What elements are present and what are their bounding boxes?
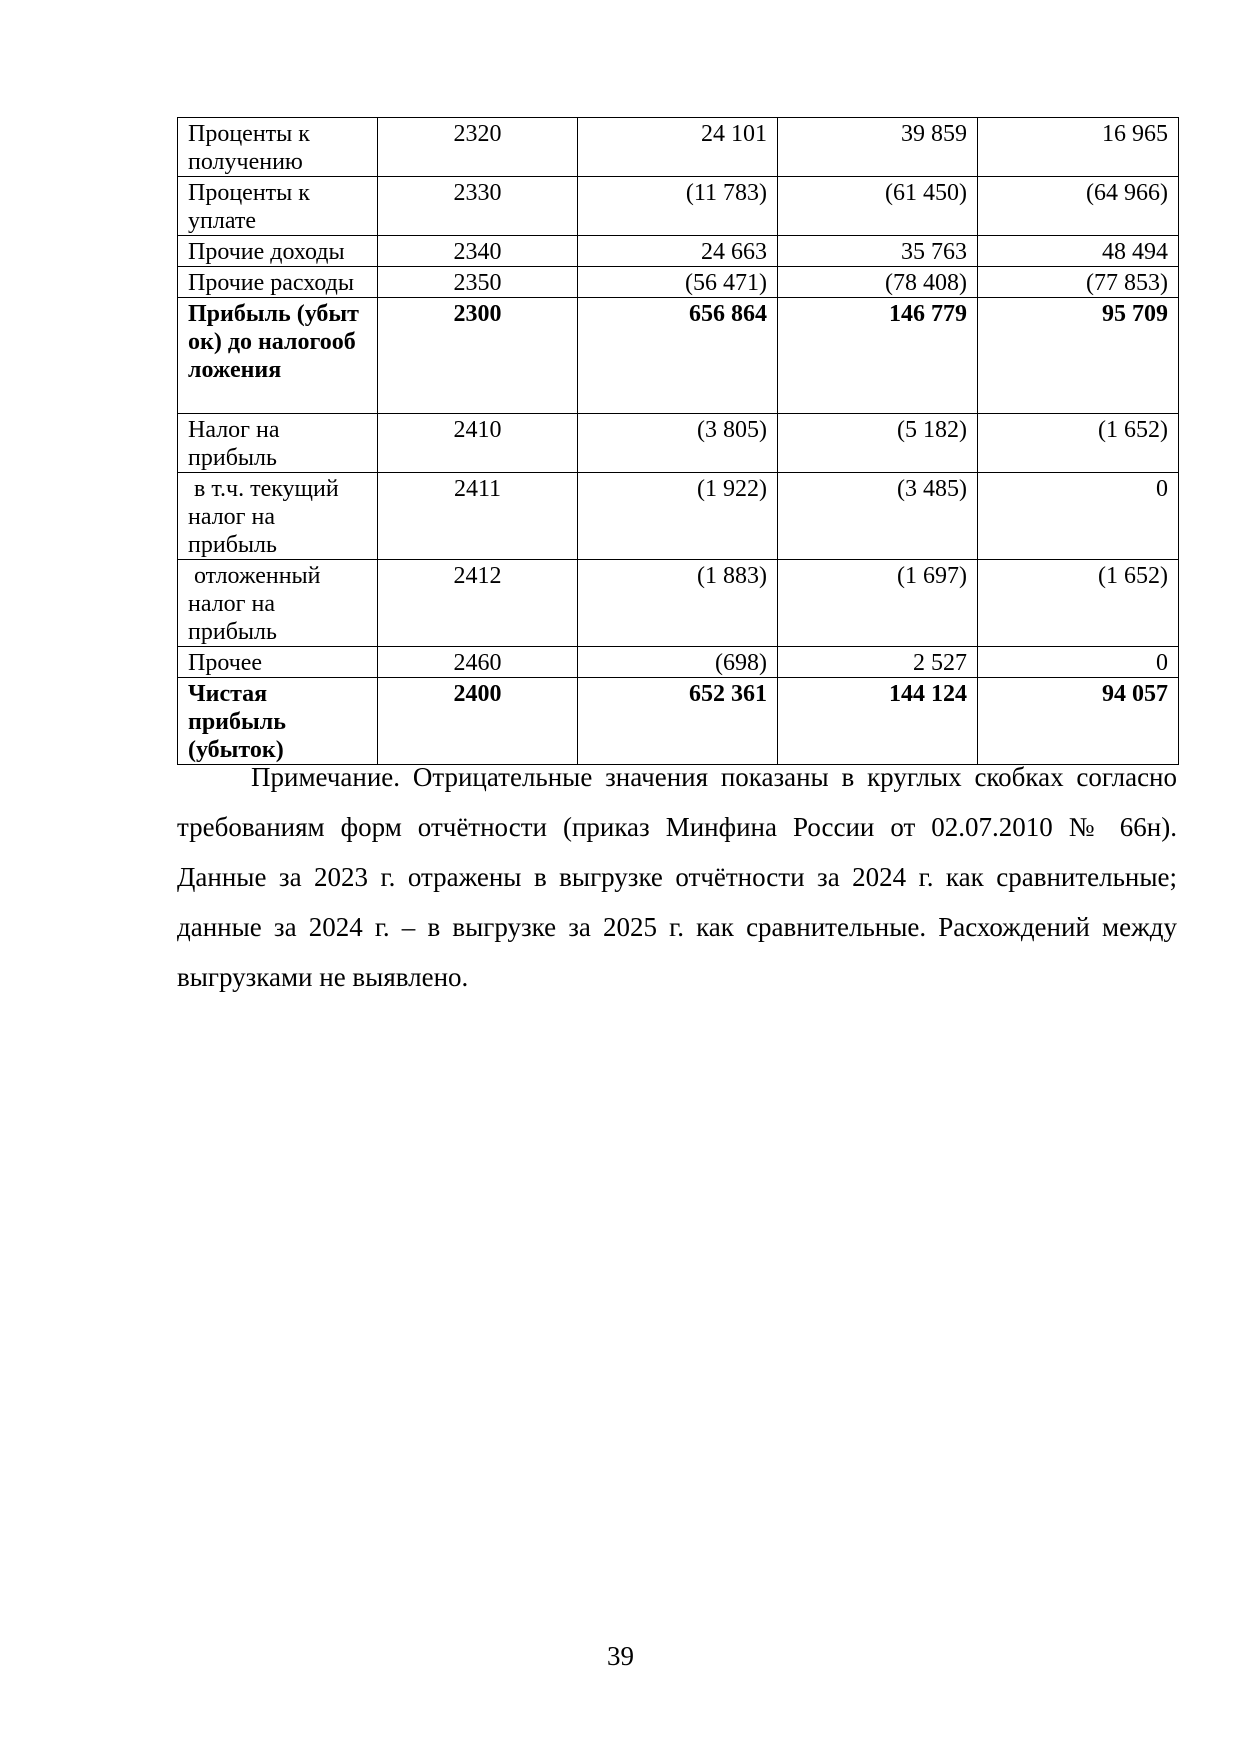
row-value-3: 16 965 [978,118,1179,177]
row-value-1: (1 883) [578,560,778,647]
financial-results-table [177,117,1179,765]
row-code: 2300 [378,298,578,414]
row-value-3: (1 652) [978,560,1179,647]
row-value-2: (5 182) [778,414,978,473]
row-value-2: (3 485) [778,473,978,560]
table-row [178,118,1179,177]
row-name: Прибыль (убыток) до налогообложения [178,298,378,414]
row-code: 2350 [378,267,578,298]
row-value-3: 0 [978,473,1179,560]
row-value-2: 144 124 [778,678,978,765]
row-value-1: 24 663 [578,236,778,267]
table-row [178,177,1179,236]
table-row [178,473,1179,560]
row-name: Прочие расходы [178,267,378,298]
page-number: 39 [607,1641,634,1671]
row-name: Чистая прибыль (убыток) [178,678,378,765]
row-code: 2340 [378,236,578,267]
row-value-1: (11 783) [578,177,778,236]
row-value-3: (77 853) [978,267,1179,298]
row-name: отложенный налог на прибыль [178,560,378,647]
row-value-1: 656 864 [578,298,778,414]
row-value-1: (56 471) [578,267,778,298]
row-name: Налог на прибыль [178,414,378,473]
row-value-1: (1 922) [578,473,778,560]
row-value-2: (78 408) [778,267,978,298]
table-row [178,236,1179,267]
row-value-2: (1 697) [778,560,978,647]
row-code: 2410 [378,414,578,473]
table-row [178,647,1179,678]
row-code: 2412 [378,560,578,647]
row-value-3: (1 652) [978,414,1179,473]
row-value-2: 35 763 [778,236,978,267]
row-value-1: (3 805) [578,414,778,473]
row-value-2: (61 450) [778,177,978,236]
row-value-1: (698) [578,647,778,678]
table-row [178,414,1179,473]
row-value-2: 146 779 [778,298,978,414]
row-name: в т.ч. текущий налог на прибыль [178,473,378,560]
row-code: 2320 [378,118,578,177]
table-note: Примечание. Отрицательные значения показаны в круглых скобках согласно требованиям форм отчётности (приказ Минфина России от 02.07.2010 № 66н). Данные за 2023 г. отражены в выгрузке отчётности за 2024 г. как сравнительные; данные за 2024 г. – в выгрузке за 2025 г. как сравнительные. Расхождений между выгрузками не выявлено. [177,762,1177,992]
row-value-2: 39 859 [778,118,978,177]
row-value-3: 48 494 [978,236,1179,267]
row-value-3: 94 057 [978,678,1179,765]
row-value-3: (64 966) [978,177,1179,236]
row-code: 2411 [378,473,578,560]
table-row [178,298,1179,414]
row-name: Прочее [178,647,378,678]
row-value-3: 0 [978,647,1179,678]
row-code: 2400 [378,678,578,765]
table-row [178,560,1179,647]
row-value-1: 24 101 [578,118,778,177]
row-name: Проценты к получению [178,118,378,177]
table-row [178,267,1179,298]
row-value-1: 652 361 [578,678,778,765]
row-name: Прочие доходы [178,236,378,267]
row-value-3: 95 709 [978,298,1179,414]
row-value-2: 2 527 [778,647,978,678]
row-code: 2330 [378,177,578,236]
row-code: 2460 [378,647,578,678]
row-name: Проценты к уплате [178,177,378,236]
